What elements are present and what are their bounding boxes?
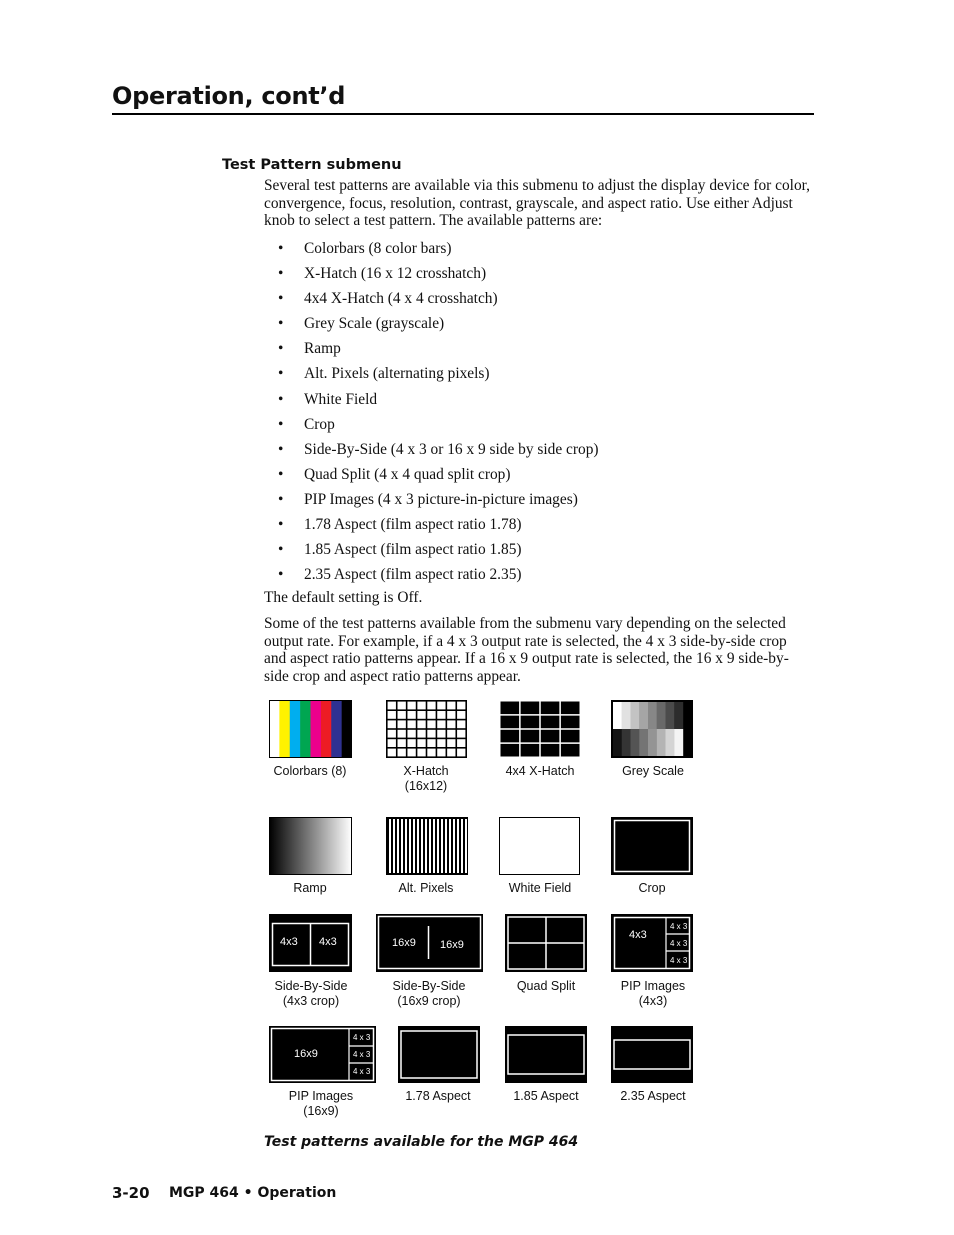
caption-pip-16x9: PIP Images (16x9) bbox=[288, 1089, 354, 1118]
alt-pixels-pattern bbox=[386, 817, 468, 875]
pip-small-label: 4 x 3 bbox=[670, 956, 688, 965]
pip-small-label: 4 x 3 bbox=[670, 922, 688, 931]
color-bar bbox=[321, 700, 332, 758]
pattern-list bbox=[264, 240, 599, 591]
pip-small-label: 4 x 3 bbox=[353, 1033, 371, 1042]
colorbars-pattern bbox=[269, 700, 352, 758]
footer-page-number: 3-20 bbox=[112, 1184, 150, 1202]
color-bar bbox=[342, 700, 352, 758]
list-item: • Quad Split (4 x 4 quad split crop) bbox=[264, 466, 599, 491]
caption-grey-scale: Grey Scale bbox=[622, 764, 684, 778]
intro-paragraph: Several test patterns are available via this submenu to adjust the display device for color, convergence, focus, resolution, contrast, grayscale, and aspect ratio. Use either Adjust knob to select a test pattern. The available patterns are: bbox=[264, 177, 811, 230]
caption-xhatch-4x4: 4x4 X-Hatch bbox=[505, 764, 575, 778]
color-bar bbox=[290, 700, 301, 758]
caption-ramp: Ramp bbox=[293, 881, 327, 895]
list-item: • Colorbars (8 color bars) bbox=[264, 240, 599, 265]
list-item: • 1.78 Aspect (film aspect ratio 1.78) bbox=[264, 516, 599, 541]
label-16x9-left: 16x9 bbox=[392, 937, 416, 949]
section-heading: Test Pattern submenu bbox=[222, 157, 402, 173]
pip-main-label: 16x9 bbox=[294, 1048, 318, 1060]
caption-alt-pixels: Alt. Pixels bbox=[398, 881, 454, 895]
footer-doc-title: MGP 464 • Operation bbox=[169, 1185, 337, 1201]
default-note: The default setting is Off. bbox=[264, 589, 423, 606]
color-bar bbox=[300, 700, 311, 758]
list-item: • 4x4 X-Hatch (4 x 4 crosshatch) bbox=[264, 290, 599, 315]
caption-side-by-side-4x3: Side-By-Side (4x3 crop) bbox=[274, 979, 348, 1008]
list-item: • Side-By-Side (4 x 3 or 16 x 9 side by side crop) bbox=[264, 441, 599, 466]
list-item: • Crop bbox=[264, 416, 599, 441]
list-item: • Grey Scale (grayscale) bbox=[264, 315, 599, 340]
pip-main-label: 4x3 bbox=[629, 929, 647, 941]
caption-aspect-235: 2.35 Aspect bbox=[620, 1089, 686, 1103]
color-bar bbox=[331, 700, 342, 758]
list-item: • X-Hatch (16 x 12 crosshatch) bbox=[264, 265, 599, 290]
figure-caption: Test patterns available for the MGP 464 bbox=[264, 1134, 579, 1150]
xhatch-pattern bbox=[386, 700, 467, 758]
color-bar bbox=[269, 700, 280, 758]
list-item: • Alt. Pixels (alternating pixels) bbox=[264, 365, 599, 390]
label-16x9-right: 16x9 bbox=[440, 939, 464, 951]
list-item: • 1.85 Aspect (film aspect ratio 1.85) bbox=[264, 541, 599, 566]
list-item: • White Field bbox=[264, 391, 599, 416]
quad-split-pattern bbox=[505, 914, 587, 972]
caption-aspect-185: 1.85 Aspect bbox=[513, 1089, 579, 1103]
caption-side-by-side-16x9: Side-By-Side (16x9 crop) bbox=[392, 979, 466, 1008]
aspect-178-pattern bbox=[398, 1026, 480, 1083]
variation-note: Some of the test patterns available from the submenu vary depending on the selected output rate. For example, if a 4 x 3 output rate is selected, the 4 x 3 side-by-side crop and aspect ratio patterns appear. If a 16 x 9 output rate is selected, the 16 x 9 side-by-side crop and aspect ratio patterns appear. bbox=[264, 615, 789, 685]
aspect-235-pattern bbox=[611, 1026, 693, 1083]
pip-16x9-pattern bbox=[269, 1026, 376, 1083]
aspect-185-pattern bbox=[505, 1026, 587, 1083]
grey-scale-pattern bbox=[611, 700, 693, 758]
caption-quad-split: Quad Split bbox=[516, 979, 576, 993]
caption-white-field: White Field bbox=[508, 881, 572, 895]
caption-crop: Crop bbox=[638, 881, 666, 895]
crop-pattern bbox=[611, 817, 693, 875]
list-item: • PIP Images (4 x 3 picture-in-picture images) bbox=[264, 491, 599, 516]
color-bar bbox=[311, 700, 322, 758]
list-item: • 2.35 Aspect (film aspect ratio 2.35) bbox=[264, 566, 599, 591]
pip-small-label: 4 x 3 bbox=[670, 939, 688, 948]
caption-xhatch: X-Hatch (16x12) bbox=[403, 764, 449, 793]
label-4x3-right: 4x3 bbox=[319, 936, 337, 948]
white-field-pattern bbox=[499, 817, 580, 875]
label-4x3-left: 4x3 bbox=[280, 936, 298, 948]
caption-pip-4x3: PIP Images (4x3) bbox=[620, 979, 686, 1008]
pip-small-label: 4 x 3 bbox=[353, 1067, 371, 1076]
caption-colorbars: Colorbars (8) bbox=[273, 764, 347, 778]
page-title: Operation, cont’d bbox=[112, 82, 346, 110]
side-by-side-16x9-pattern bbox=[376, 914, 483, 972]
xhatch-4x4-pattern bbox=[499, 700, 581, 758]
pip-small-label: 4 x 3 bbox=[353, 1050, 371, 1059]
caption-aspect-178: 1.78 Aspect bbox=[405, 1089, 471, 1103]
list-item: • Ramp bbox=[264, 340, 599, 365]
ramp-pattern bbox=[269, 817, 352, 875]
title-rule bbox=[112, 113, 814, 115]
side-by-side-4x3-pattern bbox=[269, 914, 352, 972]
color-bar bbox=[279, 700, 290, 758]
pip-4x3-pattern bbox=[611, 914, 693, 972]
